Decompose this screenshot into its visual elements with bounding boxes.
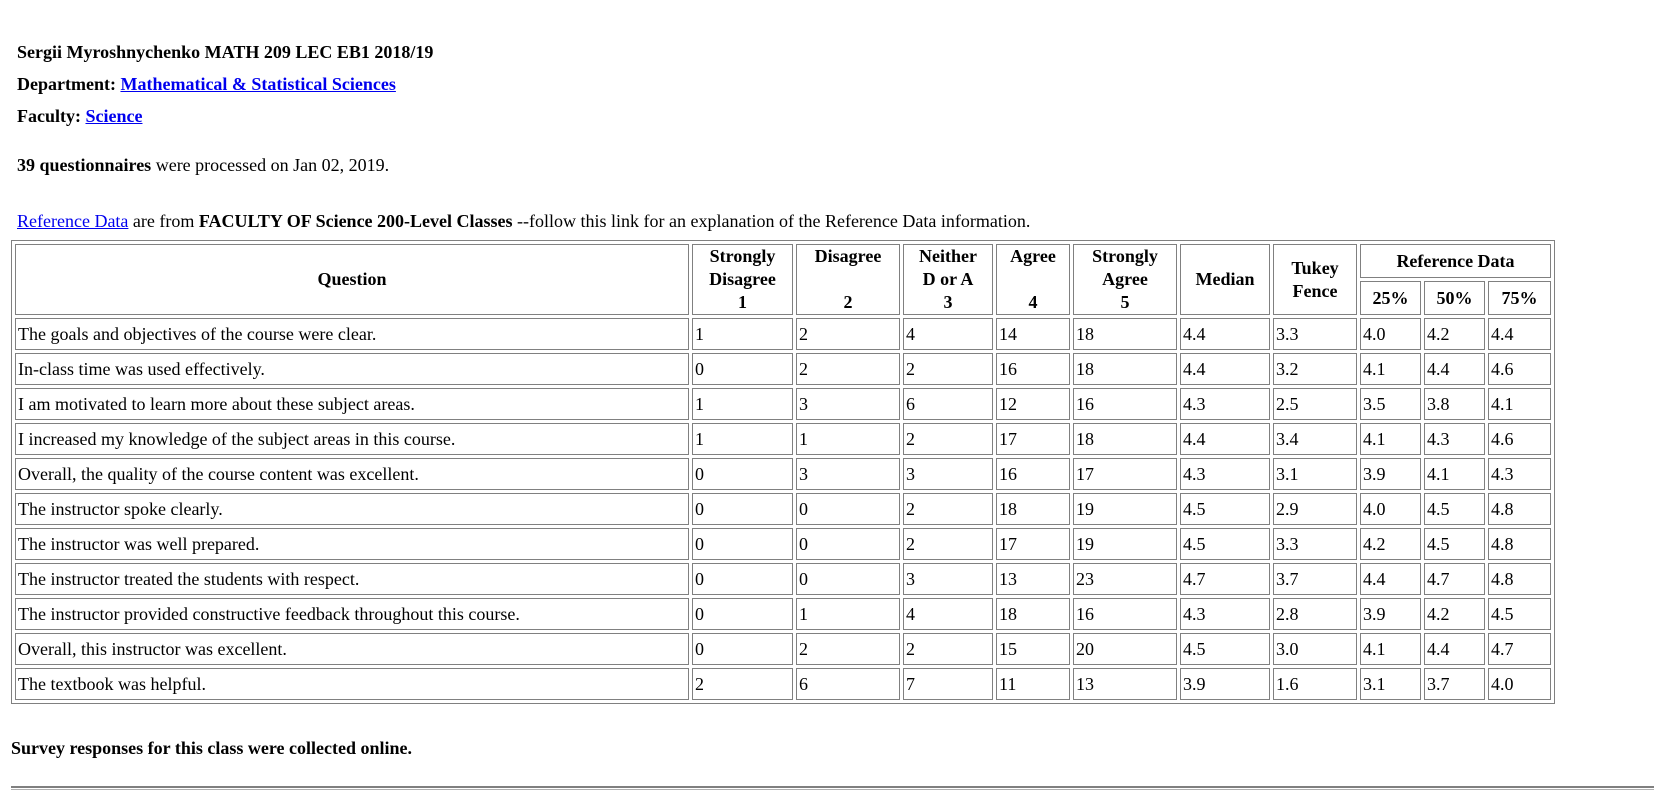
tukey-cell: 3.2 <box>1273 353 1357 385</box>
tukey-cell: 2.5 <box>1273 388 1357 420</box>
table-row <box>15 388 1551 420</box>
question-cell: I increased my knowledge of the subject areas in this course. <box>15 423 689 455</box>
table-row <box>15 493 1551 525</box>
p25-cell: 3.9 <box>1360 598 1421 630</box>
agree-cell: 13 <box>996 563 1070 595</box>
median-cell: 4.4 <box>1180 353 1270 385</box>
strongly-agree-cell: 16 <box>1073 388 1177 420</box>
strongly-disagree-cell: 0 <box>692 633 793 665</box>
survey-note: Survey responses for this class were collected online. <box>11 738 412 758</box>
agree-cell: 18 <box>996 493 1070 525</box>
p50-cell: 3.7 <box>1424 668 1485 700</box>
disagree-cell: 1 <box>796 423 900 455</box>
neither-cell: 2 <box>903 633 993 665</box>
tukey-cell: 3.3 <box>1273 528 1357 560</box>
p25-cell: 3.9 <box>1360 458 1421 490</box>
p25-cell: 4.2 <box>1360 528 1421 560</box>
question-cell: The instructor treated the students with respect. <box>15 563 689 595</box>
p75-cell: 4.4 <box>1488 318 1551 350</box>
strongly-disagree-cell: 0 <box>692 598 793 630</box>
agree-cell: 17 <box>996 423 1070 455</box>
agree-cell: 12 <box>996 388 1070 420</box>
neither-cell: 2 <box>903 528 993 560</box>
disagree-cell: 2 <box>796 353 900 385</box>
p50-cell: 4.2 <box>1424 318 1485 350</box>
median-header: Median <box>1180 244 1270 315</box>
tukey-cell: 3.7 <box>1273 563 1357 595</box>
strongly-disagree-cell: 0 <box>692 493 793 525</box>
question-cell: Overall, this instructor was excellent. <box>15 633 689 665</box>
disagree-cell: 2 <box>796 633 900 665</box>
agree-cell: 15 <box>996 633 1070 665</box>
tukey-cell: 3.1 <box>1273 458 1357 490</box>
course-header <box>17 36 433 132</box>
strongly-agree-cell: 18 <box>1073 423 1177 455</box>
p75-cell: 4.6 <box>1488 423 1551 455</box>
median-cell: 4.4 <box>1180 423 1270 455</box>
table-row <box>15 633 1551 665</box>
p50-cell: 4.2 <box>1424 598 1485 630</box>
question-cell: The textbook was helpful. <box>15 668 689 700</box>
median-cell: 4.3 <box>1180 388 1270 420</box>
median-cell: 4.7 <box>1180 563 1270 595</box>
tukey-cell: 3.0 <box>1273 633 1357 665</box>
p50-cell: 4.5 <box>1424 528 1485 560</box>
p75-cell: 4.6 <box>1488 353 1551 385</box>
evaluation-table <box>11 240 1555 704</box>
strongly-agree-cell: 17 <box>1073 458 1177 490</box>
strongly-agree-cell: 19 <box>1073 493 1177 525</box>
p75-cell: 4.8 <box>1488 563 1551 595</box>
tukey-cell: 3.3 <box>1273 318 1357 350</box>
agree-cell: 11 <box>996 668 1070 700</box>
p75-cell: 4.0 <box>1488 668 1551 700</box>
reference-middle-text: are from <box>128 211 199 231</box>
table-row <box>15 598 1551 630</box>
table-row <box>15 668 1551 700</box>
p25-cell: 4.1 <box>1360 633 1421 665</box>
neither-header: Neither D or A 3 <box>903 244 993 315</box>
strongly-disagree-cell: 0 <box>692 458 793 490</box>
disagree-cell: 3 <box>796 458 900 490</box>
agree-cell: 14 <box>996 318 1070 350</box>
p75-cell: 4.8 <box>1488 528 1551 560</box>
strongly-disagree-cell: 0 <box>692 563 793 595</box>
p25-header: 25% <box>1360 281 1421 315</box>
questionnaire-count: 39 questionnaires <box>17 155 152 175</box>
strongly-disagree-cell: 0 <box>692 528 793 560</box>
strongly-agree-cell: 23 <box>1073 563 1177 595</box>
faculty-link[interactable]: Science <box>85 106 143 126</box>
question-cell: The instructor provided constructive feedback throughout this course. <box>15 598 689 630</box>
neither-cell: 2 <box>903 423 993 455</box>
median-cell: 4.4 <box>1180 318 1270 350</box>
reference-data-line <box>17 211 1030 232</box>
neither-cell: 4 <box>903 598 993 630</box>
p25-cell: 4.0 <box>1360 493 1421 525</box>
strongly-disagree-cell: 2 <box>692 668 793 700</box>
department-line <box>17 68 433 100</box>
p75-cell: 4.8 <box>1488 493 1551 525</box>
reference-group: FACULTY OF Science 200-Level Classes <box>198 211 513 231</box>
disagree-cell: 0 <box>796 528 900 560</box>
table-row <box>15 353 1551 385</box>
question-cell: Overall, the quality of the course content was excellent. <box>15 458 689 490</box>
table-row <box>15 318 1551 350</box>
neither-cell: 3 <box>903 563 993 595</box>
agree-header: Agree 4 <box>996 244 1070 315</box>
tukey-cell: 1.6 <box>1273 668 1357 700</box>
tukey-cell: 2.9 <box>1273 493 1357 525</box>
question-cell: The goals and objectives of the course were clear. <box>15 318 689 350</box>
table-row <box>15 458 1551 490</box>
horizontal-divider <box>11 786 1654 790</box>
strongly-agree-cell: 20 <box>1073 633 1177 665</box>
p25-cell: 4.1 <box>1360 353 1421 385</box>
faculty-label: Faculty: <box>17 106 81 126</box>
p75-header: 75% <box>1488 281 1551 315</box>
p25-cell: 4.0 <box>1360 318 1421 350</box>
p75-cell: 4.1 <box>1488 388 1551 420</box>
strongly-disagree-header: Strongly Disagree 1 <box>692 244 793 315</box>
p25-cell: 3.5 <box>1360 388 1421 420</box>
department-label: Department: <box>17 74 116 94</box>
neither-cell: 3 <box>903 458 993 490</box>
p50-cell: 4.4 <box>1424 353 1485 385</box>
neither-cell: 4 <box>903 318 993 350</box>
question-header: Question <box>15 244 689 315</box>
strongly-agree-header: Strongly Agree 5 <box>1073 244 1177 315</box>
median-cell: 4.5 <box>1180 528 1270 560</box>
strongly-agree-cell: 18 <box>1073 353 1177 385</box>
p50-cell: 4.5 <box>1424 493 1485 525</box>
strongly-agree-cell: 19 <box>1073 528 1177 560</box>
p50-cell: 4.7 <box>1424 563 1485 595</box>
p50-cell: 3.8 <box>1424 388 1485 420</box>
p25-cell: 3.1 <box>1360 668 1421 700</box>
strongly-disagree-cell: 0 <box>692 353 793 385</box>
p75-cell: 4.7 <box>1488 633 1551 665</box>
p75-cell: 4.3 <box>1488 458 1551 490</box>
agree-cell: 17 <box>996 528 1070 560</box>
median-cell: 4.3 <box>1180 458 1270 490</box>
header-row <box>15 244 1551 278</box>
reference-data-link[interactable]: Reference Data <box>17 211 129 231</box>
reference-data-header: Reference Data <box>1360 244 1551 278</box>
neither-cell: 7 <box>903 668 993 700</box>
agree-cell: 18 <box>996 598 1070 630</box>
median-cell: 4.3 <box>1180 598 1270 630</box>
disagree-cell: 3 <box>796 388 900 420</box>
strongly-agree-cell: 18 <box>1073 318 1177 350</box>
p75-cell: 4.5 <box>1488 598 1551 630</box>
strongly-agree-cell: 16 <box>1073 598 1177 630</box>
question-cell: In-class time was used effectively. <box>15 353 689 385</box>
strongly-disagree-cell: 1 <box>692 423 793 455</box>
neither-cell: 2 <box>903 493 993 525</box>
tukey-cell: 2.8 <box>1273 598 1357 630</box>
table-row <box>15 563 1551 595</box>
p50-cell: 4.3 <box>1424 423 1485 455</box>
agree-cell: 16 <box>996 458 1070 490</box>
table-row <box>15 423 1551 455</box>
tukey-cell: 3.4 <box>1273 423 1357 455</box>
disagree-cell: 0 <box>796 563 900 595</box>
faculty-line <box>17 100 433 132</box>
strongly-disagree-cell: 1 <box>692 318 793 350</box>
median-cell: 4.5 <box>1180 633 1270 665</box>
processed-summary <box>17 155 389 176</box>
course-title: Sergii Myroshnychenko MATH 209 LEC EB1 2018/19 <box>17 42 434 62</box>
reference-explanation: --follow this link for an explanation of the Reference Data information. <box>512 211 1031 231</box>
strongly-agree-cell: 13 <box>1073 668 1177 700</box>
disagree-cell: 2 <box>796 318 900 350</box>
disagree-cell: 6 <box>796 668 900 700</box>
processed-date-text: were processed on Jan 02, 2019. <box>151 155 390 175</box>
disagree-header: Disagree 2 <box>796 244 900 315</box>
question-cell: I am motivated to learn more about these subject areas. <box>15 388 689 420</box>
p50-header: 50% <box>1424 281 1485 315</box>
neither-cell: 2 <box>903 353 993 385</box>
tukey-fence-header: Tukey Fence <box>1273 244 1357 315</box>
median-cell: 4.5 <box>1180 493 1270 525</box>
disagree-cell: 1 <box>796 598 900 630</box>
neither-cell: 6 <box>903 388 993 420</box>
table-row <box>15 528 1551 560</box>
strongly-disagree-cell: 1 <box>692 388 793 420</box>
question-cell: The instructor spoke clearly. <box>15 493 689 525</box>
disagree-cell: 0 <box>796 493 900 525</box>
p25-cell: 4.1 <box>1360 423 1421 455</box>
p50-cell: 4.4 <box>1424 633 1485 665</box>
department-link[interactable]: Mathematical & Statistical Sciences <box>120 74 396 94</box>
agree-cell: 16 <box>996 353 1070 385</box>
question-cell: The instructor was well prepared. <box>15 528 689 560</box>
median-cell: 3.9 <box>1180 668 1270 700</box>
p50-cell: 4.1 <box>1424 458 1485 490</box>
p25-cell: 4.4 <box>1360 563 1421 595</box>
